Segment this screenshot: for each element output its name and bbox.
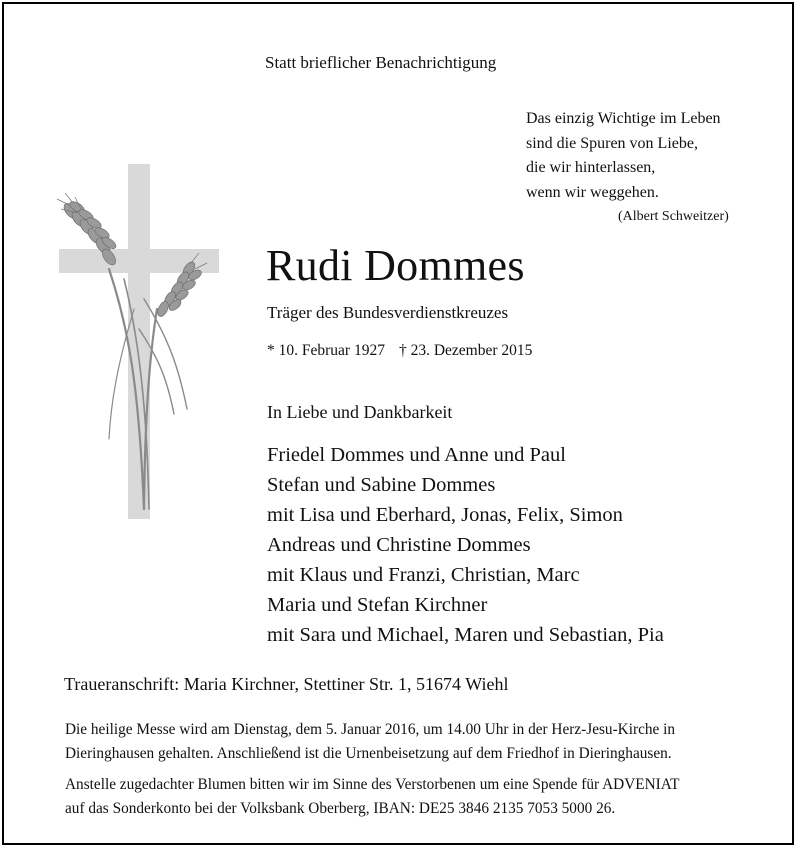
mourners-list	[267, 440, 664, 650]
mourner-line: mit Klaus und Franzi, Christian, Marc	[267, 564, 580, 586]
birth-date: * 10. Februar 1927	[267, 342, 385, 359]
obituary-notice	[2, 2, 794, 845]
mass-line: Die heilige Messe wird am Dienstag, dem 5. Januar 2016, um 14.00 Uhr in der Herz-Jesu-Kirche in	[65, 721, 676, 738]
mourners-intro: In Liebe und Dankbarkeit	[267, 402, 453, 422]
quote-author: (Albert Schweitzer)	[618, 209, 729, 224]
deceased-name: Rudi Dommes	[266, 241, 525, 290]
mass-line: Dieringhausen gehalten. Anschließend ist die Urnenbeisetzung auf dem Friedhof in Dieringhausen.	[65, 745, 672, 762]
quote-line: sind die Spuren von Liebe,	[526, 134, 698, 152]
cross-with-wheat-icon	[49, 159, 224, 529]
life-dates	[267, 342, 532, 360]
mass-info	[65, 718, 765, 766]
death-date: † 23. Dezember 2015	[398, 342, 533, 359]
donation-line: auf das Sonderkonto bei der Volksbank Oberberg, IBAN: DE25 3846 2135 7053 5000 26.	[65, 800, 616, 817]
quote-line: die wir hinterlassen,	[526, 159, 656, 176]
quote-line: wenn wir weggehen.	[526, 183, 659, 201]
cross-horizontal-beam	[59, 249, 219, 273]
mourner-line: Stefan und Sabine Dommes	[267, 474, 496, 496]
quote-line: Das einzig Wichtige im Leben	[526, 110, 721, 127]
mourner-line: mit Lisa und Eberhard, Jonas, Felix, Simon	[267, 504, 623, 526]
mourner-line: Friedel Dommes und Anne und Paul	[267, 444, 566, 466]
quote-block	[526, 107, 721, 205]
mourning-address: Traueranschrift: Maria Kirchner, Stettiner Str. 1, 51674 Wiehl	[64, 674, 509, 694]
deceased-honor: Träger des Bundesverdienstkreuzes	[267, 303, 509, 322]
donation-line: Anstelle zugedachter Blumen bitten wir im Sinne des Verstorbenen um eine Spende für ADVENIAT	[65, 776, 680, 793]
mourner-line: Maria und Stefan Kirchner	[267, 594, 488, 616]
notice-header: Statt brieflicher Benachrichtigung	[265, 53, 497, 72]
mourner-line: Andreas und Christine Dommes	[267, 534, 531, 556]
mourner-line: mit Sara und Michael, Maren und Sebastian, Pia	[267, 624, 664, 646]
donation-info	[65, 773, 765, 821]
